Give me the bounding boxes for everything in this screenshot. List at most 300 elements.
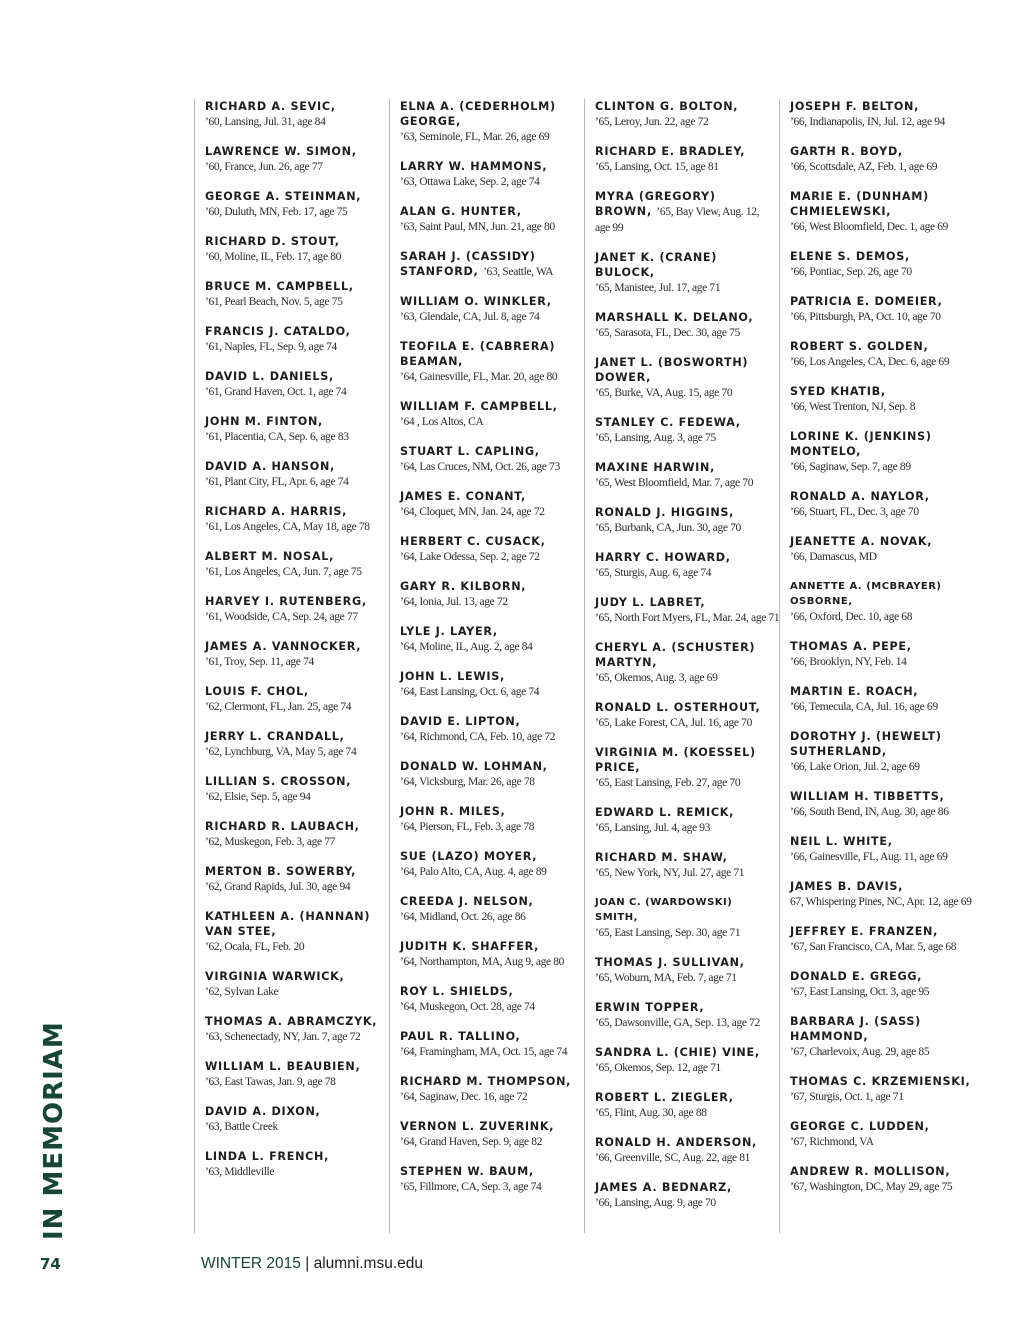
obituary-details: ’64, Lake Odessa, Sep. 2, age 72 xyxy=(400,551,540,563)
obituary-entry xyxy=(205,234,384,265)
obituary-name xyxy=(400,939,579,954)
obituary-details: ’65, Sarasota, FL, Dec. 30, age 75 xyxy=(595,327,740,339)
obituary-name-text: THOMAS J. SULLIVAN, xyxy=(595,956,745,969)
obituary-entry xyxy=(595,895,774,941)
obituary-name-text: JANET K. (CRANE) BULOCK, xyxy=(595,251,718,279)
obituary-name xyxy=(790,1119,979,1134)
obituary-name xyxy=(400,204,579,219)
obituary-entry xyxy=(205,819,384,850)
obituary-name xyxy=(400,1119,579,1134)
obituary-details: ’61, Plant City, FL, Apr. 6, age 74 xyxy=(205,476,349,488)
obituary-name xyxy=(205,414,384,429)
obituary-name xyxy=(400,669,579,684)
obituary-details: ’62, Ocala, FL, Feb. 20 xyxy=(205,941,305,953)
footer-site-link[interactable]: alumni.msu.edu xyxy=(313,1255,423,1272)
obituary-details: ’64, Framingham, MA, Oct. 15, age 74 xyxy=(400,1046,568,1058)
obituary-entry xyxy=(400,624,579,655)
obituary-entry xyxy=(790,144,979,175)
obituary-name-text: SYED KHATIB, xyxy=(790,385,886,398)
obituary-entry xyxy=(595,1180,774,1211)
obituary-details: ’66, Lansing, Aug. 9, age 70 xyxy=(595,1197,716,1209)
obituary-name xyxy=(400,399,579,414)
obituary-name-text: ELENE S. DEMOS, xyxy=(790,250,910,263)
obituary-details: ’66, Brooklyn, NY, Feb. 14 xyxy=(790,656,907,668)
obituary-name xyxy=(400,1074,579,1089)
obituary-name-text: JEFFREY E. FRANZEN, xyxy=(790,925,939,938)
obituary-name-text: VIRGINIA WARWICK, xyxy=(205,970,345,983)
obituary-name xyxy=(595,895,774,925)
obituary-name-text: PATRICIA E. DOMEIER, xyxy=(790,295,943,308)
obituary-name xyxy=(790,249,979,264)
obituary-name-text: LYLE J. LAYER, xyxy=(400,625,498,638)
obituary-name xyxy=(400,984,579,999)
obituary-entry xyxy=(205,1059,384,1090)
obituary-details: ’64, Cloquet, MN, Jan. 24, age 72 xyxy=(400,506,545,518)
obituary-entry xyxy=(400,489,579,520)
obituary-details: ’66, Gainesville, FL, Aug. 11, age 69 xyxy=(790,851,948,863)
obituary-name-text: KATHLEEN A. (HANNAN) VAN STEE, xyxy=(205,910,371,938)
obituary-name-text: RONALD A. NAYLOR, xyxy=(790,490,930,503)
obituary-entry xyxy=(790,189,979,235)
obituary-name-text: CREEDA J. NELSON, xyxy=(400,895,534,908)
obituary-details: ’67, Richmond, VA xyxy=(790,1136,874,1148)
obituary-entry xyxy=(790,1119,979,1150)
obituary-details: ’63, Middleville xyxy=(205,1166,275,1178)
obituary-entry xyxy=(595,1090,774,1121)
obituary-details: ’61, Naples, FL, Sep. 9, age 74 xyxy=(205,341,337,353)
obituary-details: ’67, Washington, DC, May 29, age 75 xyxy=(790,1181,953,1193)
obituary-entry xyxy=(790,969,979,1000)
obituary-name xyxy=(205,459,384,474)
obituary-entry xyxy=(595,355,774,401)
obituary-name xyxy=(205,594,384,609)
obituary-entry xyxy=(205,1149,384,1180)
obituary-entry xyxy=(790,339,979,370)
obituary-details: ’66, Stuart, FL, Dec. 3, age 70 xyxy=(790,506,919,518)
obituary-name xyxy=(790,684,979,699)
footer-season: WINTER 2015 xyxy=(201,1255,301,1272)
obituary-name xyxy=(790,579,979,609)
obituary-name-text: DAVID A. DIXON, xyxy=(205,1105,321,1118)
obituary-entry xyxy=(400,1029,579,1060)
obituary-name xyxy=(400,159,579,174)
obituary-name xyxy=(400,804,579,819)
obituary-entry xyxy=(790,729,979,775)
obituary-entry xyxy=(205,549,384,580)
obituary-entry xyxy=(400,294,579,325)
obituary-details: ’62, Clermont, FL, Jan. 25, age 74 xyxy=(205,701,352,713)
obituary-name-text: THOMAS A. PEPE, xyxy=(790,640,912,653)
obituary-details: ’63, Battle Creek xyxy=(205,1121,278,1133)
obituary-name-text: GEORGE A. STEINMAN, xyxy=(205,190,362,203)
obituary-entry xyxy=(205,414,384,445)
obituary-name-text: JANET L. (BOSWORTH) DOWER, xyxy=(595,356,749,384)
obituary-details: ’65, New York, NY, Jul. 27, age 71 xyxy=(595,867,745,879)
obituary-name-text: JEANETTE A. NOVAK, xyxy=(790,535,933,548)
obituary-entry xyxy=(595,805,774,836)
obituary-name-text: WILLIAM H. TIBBETTS, xyxy=(790,790,945,803)
obituary-name xyxy=(595,1000,774,1015)
obituary-details: ’66, Greenville, SC, Aug. 22, age 81 xyxy=(595,1152,751,1164)
obituary-details: ’66, Los Angeles, CA, Dec. 6, age 69 xyxy=(790,356,950,368)
obituary-name xyxy=(595,1045,774,1060)
obituary-entry xyxy=(400,1119,579,1150)
obituary-details: ’66, Lake Orion, Jul. 2, age 69 xyxy=(790,761,920,773)
obituary-name-text: STUART L. CAPLING, xyxy=(400,445,540,458)
obituary-details: ’65, West Bloomfield, Mar. 7, age 70 xyxy=(595,477,754,489)
obituary-name xyxy=(790,429,979,459)
obituary-entry xyxy=(205,909,384,955)
obituary-entry xyxy=(595,700,774,731)
obituary-name-text: HARVEY I. RUTENBERG, xyxy=(205,595,367,608)
obituary-details: ’60, Duluth, MN, Feb. 17, age 75 xyxy=(205,206,348,218)
obituary-name-text: JAMES B. DAVIS, xyxy=(790,880,904,893)
obituary-entry xyxy=(400,804,579,835)
obituary-name xyxy=(205,99,384,114)
obituary-name-text: ROY L. SHIELDS, xyxy=(400,985,514,998)
obituary-name-text: SANDRA L. (CHIE) VINE, xyxy=(595,1046,760,1059)
obituary-entry xyxy=(400,249,579,280)
obituary-name-text: DAVID A. HANSON, xyxy=(205,460,335,473)
obituary-details: ’64 , Los Altos, CA xyxy=(400,416,484,428)
obituary-name xyxy=(595,310,774,325)
obituary-name-text: DAVID L. DANIELS, xyxy=(205,370,334,383)
obituary-name xyxy=(790,969,979,984)
obituary-name-text: RICHARD A. SEVIC, xyxy=(205,100,336,113)
obituary-name-text: LAWRENCE W. SIMON, xyxy=(205,145,357,158)
obituary-entry xyxy=(595,310,774,341)
obituary-details: ’65, Flint, Aug. 30, age 88 xyxy=(595,1107,707,1119)
obituary-details: ’63, Saint Paul, MN, Jun. 21, age 80 xyxy=(400,221,555,233)
obituary-name xyxy=(595,460,774,475)
obituary-name xyxy=(790,1014,979,1044)
obituary-name xyxy=(400,894,579,909)
obituary-name xyxy=(790,729,979,759)
obituary-details: ’64, Las Cruces, NM, Oct. 26, age 73 xyxy=(400,461,560,473)
obituary-details: ’66, Saginaw, Sep. 7, age 89 xyxy=(790,461,911,473)
obituary-name xyxy=(400,489,579,504)
obituary-details: ’62, Elsie, Sep. 5, age 94 xyxy=(205,791,311,803)
obituary-details: ’65, Okemos, Aug. 3, age 69 xyxy=(595,672,718,684)
obituary-name-text: HERBERT C. CUSACK, xyxy=(400,535,546,548)
obituary-entry xyxy=(400,849,579,880)
obituary-name xyxy=(790,834,979,849)
obituary-name xyxy=(595,99,774,114)
obituary-entry xyxy=(595,1000,774,1031)
obituary-details: ’66, West Bloomfield, Dec. 1, age 69 xyxy=(790,221,949,233)
obituary-name-text: DOROTHY J. (HEWELT) SUTHERLAND, xyxy=(790,730,942,758)
obituary-name xyxy=(205,639,384,654)
obituary-entry xyxy=(790,579,979,625)
section-title: IN MEMORIAM xyxy=(39,1021,69,1240)
obituary-entry xyxy=(595,1045,774,1076)
obituary-name xyxy=(595,550,774,565)
obituary-entry xyxy=(205,504,384,535)
obituary-name-text: STEPHEN W. BAUM, xyxy=(400,1165,534,1178)
obituary-name xyxy=(595,955,774,970)
obituary-entry xyxy=(400,1074,579,1105)
obituary-name-text: LILLIAN S. CROSSON, xyxy=(205,775,352,788)
obituary-name xyxy=(205,1059,384,1074)
obituary-name-text: PAUL R. TALLINO, xyxy=(400,1030,521,1043)
obituary-name-text: RICHARD R. LAUBACH, xyxy=(205,820,360,833)
obituary-name-text: GEORGE C. LUDDEN, xyxy=(790,1120,930,1133)
obituary-details: ’65, Okemos, Sep. 12, age 71 xyxy=(595,1062,721,1074)
obituary-details: ’65, Lansing, Jul. 4, age 93 xyxy=(595,822,711,834)
obituary-name xyxy=(595,1135,774,1150)
obituary-name-text: RICHARD M. SHAW, xyxy=(595,851,728,864)
obituary-name xyxy=(400,714,579,729)
obituary-details: ’67, East Lansing, Oct. 3, age 95 xyxy=(790,986,930,998)
obituary-details: ’63, Seattle, WA xyxy=(483,266,554,278)
obituary-name xyxy=(400,249,579,280)
obituary-name-text: DAVID E. LIPTON, xyxy=(400,715,521,728)
obituary-details: ’64, Grand Haven, Sep. 9, age 82 xyxy=(400,1136,543,1148)
obituary-details: ’67, Charlevoix, Aug. 29, age 85 xyxy=(790,1046,930,1058)
obituary-details: ’65, Burbank, CA, Jun. 30, age 70 xyxy=(595,522,741,534)
obituary-entry xyxy=(595,850,774,881)
obituary-name xyxy=(595,1180,774,1195)
obituary-name-text: RONALD J. HIGGINS, xyxy=(595,506,735,519)
obituary-entry xyxy=(790,789,979,820)
obituary-details: ’65, North Fort Myers, FL, Mar. 24, age 71 xyxy=(595,612,780,624)
obituary-details: ’61, Woodside, CA, Sep. 24, age 77 xyxy=(205,611,358,623)
obituary-name xyxy=(595,505,774,520)
obituary-entry xyxy=(205,684,384,715)
obituary-details: ’65, Manistee, Jul. 17, age 71 xyxy=(595,282,721,294)
obituary-name xyxy=(400,1029,579,1044)
obituary-column-3 xyxy=(584,99,780,1233)
obituary-details: ’61, Los Angeles, CA, May 18, age 78 xyxy=(205,521,370,533)
obituary-name-text: THOMAS A. ABRAMCZYK, xyxy=(205,1015,378,1028)
obituary-name xyxy=(790,1164,979,1179)
obituary-details: ’60, Lansing, Jul. 31, age 84 xyxy=(205,116,326,128)
obituary-name xyxy=(595,355,774,385)
obituary-name xyxy=(205,729,384,744)
obituary-entry xyxy=(205,459,384,490)
obituary-entry xyxy=(400,894,579,925)
obituary-name-text: JAMES E. CONANT, xyxy=(400,490,526,503)
obituary-details: ’63, Schenectady, NY, Jan. 7, age 72 xyxy=(205,1031,361,1043)
obituary-entry xyxy=(595,415,774,446)
obituary-name-text: ALBERT M. NOSAL, xyxy=(205,550,335,563)
obituary-entry xyxy=(400,714,579,745)
obituary-details: ’61, Placentia, CA, Sep. 6, age 83 xyxy=(205,431,349,443)
obituary-entry xyxy=(790,684,979,715)
obituary-name-text: JOHN M. FINTON, xyxy=(205,415,323,428)
obituary-name xyxy=(400,294,579,309)
obituary-entry xyxy=(790,639,979,670)
obituary-entry xyxy=(790,489,979,520)
obituary-name-text: JAMES A. VANNOCKER, xyxy=(205,640,362,653)
obituary-details: ’65, Leroy, Jun. 22, age 72 xyxy=(595,116,709,128)
obituary-entry xyxy=(400,579,579,610)
obituary-entry xyxy=(205,774,384,805)
obituary-name xyxy=(205,504,384,519)
obituary-entry xyxy=(400,984,579,1015)
obituary-name-text: JUDITH K. SHAFFER, xyxy=(400,940,540,953)
obituary-name xyxy=(595,745,774,775)
obituary-entry xyxy=(595,99,774,130)
obituary-details: ’62, Lynchburg, VA, May 5, age 74 xyxy=(205,746,357,758)
obituary-details: ’64, Moline, IL, Aug. 2, age 84 xyxy=(400,641,533,653)
obituary-details: ’60, France, Jun. 26, age 77 xyxy=(205,161,323,173)
obituary-details: ’61, Troy, Sep. 11, age 74 xyxy=(205,656,314,668)
obituary-entry xyxy=(400,534,579,565)
obituary-details: ’65, Woburn, MA, Feb. 7, age 71 xyxy=(595,972,737,984)
obituary-name xyxy=(790,1074,979,1089)
obituary-entry xyxy=(205,189,384,220)
obituary-name-text: VIRGINIA M. (KOESSEL) PRICE, xyxy=(595,746,756,774)
obituary-entry xyxy=(790,429,979,475)
obituary-name xyxy=(205,819,384,834)
obituary-column-1 xyxy=(194,99,384,1233)
obituary-name-text: MARTIN E. ROACH, xyxy=(790,685,919,698)
page-number: 74 xyxy=(40,1255,61,1273)
obituary-entry xyxy=(595,955,774,986)
obituary-name-text: ROBERT L. ZIEGLER, xyxy=(595,1091,734,1104)
obituary-name xyxy=(205,969,384,984)
obituary-name xyxy=(205,1149,384,1164)
obituary-name xyxy=(400,849,579,864)
obituary-name-text: STANLEY C. FEDEWA, xyxy=(595,416,741,429)
obituary-details: ’64, Palo Alto, CA, Aug. 4, age 89 xyxy=(400,866,547,878)
obituary-details: ’61, Los Angeles, CA, Jun. 7, age 75 xyxy=(205,566,362,578)
obituary-details: ’62, Sylvan Lake xyxy=(205,986,279,998)
obituary-entry xyxy=(595,144,774,175)
obituary-name xyxy=(205,549,384,564)
obituary-name xyxy=(790,294,979,309)
obituary-entry xyxy=(400,204,579,235)
obituary-details: ’61, Pearl Beach, Nov. 5, age 75 xyxy=(205,296,343,308)
obituary-name xyxy=(595,640,774,670)
obituary-entry xyxy=(205,99,384,130)
obituary-details: ’65, East Lansing, Sep. 30, age 71 xyxy=(595,927,741,939)
obituary-name-text: TEOFILA E. (CABRERA) BEAMAN, xyxy=(400,340,556,368)
obituary-details: ’65, Dawsonville, GA, Sep. 13, age 72 xyxy=(595,1017,760,1029)
obituary-name-text: DONALD W. LOHMAN, xyxy=(400,760,548,773)
obituary-name xyxy=(205,1104,384,1119)
obituary-name-text: JAMES A. BEDNARZ, xyxy=(595,1181,732,1194)
obituary-details: ’66, West Trenton, NJ, Sep. 8 xyxy=(790,401,916,413)
obituary-entry xyxy=(595,1135,774,1166)
obituary-name-text: ANDREW R. MOLLISON, xyxy=(790,1165,951,1178)
obituary-details: 67, Whispering Pines, NC, Apr. 12, age 69 xyxy=(790,896,972,908)
obituary-name-text: ALAN G. HUNTER, xyxy=(400,205,522,218)
obituary-name-text: HARRY C. HOWARD, xyxy=(595,551,731,564)
obituary-name-text: WILLIAM O. WINKLER, xyxy=(400,295,552,308)
obituary-entry xyxy=(205,144,384,175)
obituary-details: ’64, Midland, Oct. 26, age 86 xyxy=(400,911,526,923)
obituary-name xyxy=(790,924,979,939)
obituary-entry xyxy=(400,99,579,145)
obituary-name-text: RICHARD E. BRADLEY, xyxy=(595,145,746,158)
obituary-entry xyxy=(595,505,774,536)
obituary-details: ’60, Moline, IL, Feb. 17, age 80 xyxy=(205,251,342,263)
obituary-details: ’64, Gainesville, FL, Mar. 20, age 80 xyxy=(400,371,558,383)
obituary-name xyxy=(790,384,979,399)
obituary-name-text: JERRY L. CRANDALL, xyxy=(205,730,345,743)
obituary-entry xyxy=(205,1014,384,1045)
obituary-entry xyxy=(790,834,979,865)
obituary-name xyxy=(790,879,979,894)
obituary-name-text: MARIE E. (DUNHAM) CHMIELEWSKI, xyxy=(790,190,929,218)
obituary-name-text: JOHN L. LEWIS, xyxy=(400,670,505,683)
obituary-details: ’67, San Francisco, CA, Mar. 5, age 68 xyxy=(790,941,957,953)
obituary-name-text: WILLIAM L. BEAUBIEN, xyxy=(205,1060,361,1073)
obituary-name-text: MERTON B. SOWERBY, xyxy=(205,865,357,878)
obituary-entry xyxy=(400,939,579,970)
obituary-name-text: RICHARD M. THOMPSON, xyxy=(400,1075,572,1088)
obituary-details: ’63, Ottawa Lake, Sep. 2, age 74 xyxy=(400,176,540,188)
obituary-details: ’66, Damascus, MD xyxy=(790,551,877,563)
obituary-name xyxy=(400,579,579,594)
obituary-details: ’64, Northampton, MA, Aug 9, age 80 xyxy=(400,956,565,968)
obituary-details: ’63, Glendale, CA, Jul. 8, age 74 xyxy=(400,311,540,323)
obituary-name xyxy=(205,864,384,879)
obituary-name xyxy=(595,850,774,865)
obituary-entry xyxy=(595,460,774,491)
obituary-name xyxy=(790,99,979,114)
obituary-name-text: JUDY L. LABRET, xyxy=(595,596,706,609)
obituary-details: ’66, Indianapolis, IN, Jul. 12, age 94 xyxy=(790,116,946,128)
obituary-name-text: MARSHALL K. DELANO, xyxy=(595,311,754,324)
obituary-entry xyxy=(790,384,979,415)
obituary-details: ’65, East Lansing, Feb. 27, age 70 xyxy=(595,777,741,789)
obituary-entry xyxy=(595,250,774,296)
obituary-entry xyxy=(400,339,579,385)
obituary-name-text: ELNA A. (CEDERHOLM) GEORGE, xyxy=(400,100,556,128)
obituary-name-text: MYRA (GREGORY) BROWN, xyxy=(595,190,716,218)
obituary-entry xyxy=(400,669,579,700)
obituary-name-text: RONALD L. OSTERHOUT, xyxy=(595,701,761,714)
obituary-name-text: FRANCIS J. CATALDO, xyxy=(205,325,351,338)
obituary-name xyxy=(595,1090,774,1105)
obituary-name-text: THOMAS C. KRZEMIENSKI, xyxy=(790,1075,971,1088)
obituary-name xyxy=(205,1014,384,1029)
obituary-name xyxy=(595,250,774,280)
obituary-details: ’65, Bay View, Aug. 12, age 99 xyxy=(595,206,760,234)
obituary-name xyxy=(790,489,979,504)
obituary-name xyxy=(595,595,774,610)
obituary-details: ’65, Fillmore, CA, Sep. 3, age 74 xyxy=(400,1181,542,1193)
obituary-name-text: SUE (LAZO) MOYER, xyxy=(400,850,538,863)
obituary-name xyxy=(595,700,774,715)
obituary-name xyxy=(790,339,979,354)
obituary-name-text: BRUCE M. CAMPBELL, xyxy=(205,280,354,293)
obituary-details: ’63, Seminole, FL, Mar. 26, age 69 xyxy=(400,131,550,143)
obituary-entry xyxy=(400,399,579,430)
obituary-details: ’62, Muskegon, Feb. 3, age 77 xyxy=(205,836,336,848)
obituary-details: ’61, Grand Haven, Oct. 1, age 74 xyxy=(205,386,347,398)
obituary-entry xyxy=(790,294,979,325)
obituary-name-text: RICHARD A. HARRIS, xyxy=(205,505,348,518)
obituary-name-text: CLINTON G. BOLTON, xyxy=(595,100,739,113)
obituary-name-text: VERNON L. ZUVERINK, xyxy=(400,1120,555,1133)
obituary-name-text: LOUIS F. CHOL, xyxy=(205,685,309,698)
obituary-name xyxy=(205,684,384,699)
obituary-details: ’64, Ionia, Jul. 13, age 72 xyxy=(400,596,508,608)
obituary-name xyxy=(400,534,579,549)
obituary-name-text: JOSEPH F. BELTON, xyxy=(790,100,920,113)
obituary-name-text: NEIL L. WHITE, xyxy=(790,835,893,848)
obituary-name-text: ERWIN TOPPER, xyxy=(595,1001,705,1014)
obituary-name xyxy=(400,759,579,774)
obituary-details: ’66, Pontiac, Sep. 26, age 70 xyxy=(790,266,912,278)
obituary-name xyxy=(205,234,384,249)
obituary-name xyxy=(205,909,384,939)
obituary-name-text: RONALD H. ANDERSON, xyxy=(595,1136,758,1149)
